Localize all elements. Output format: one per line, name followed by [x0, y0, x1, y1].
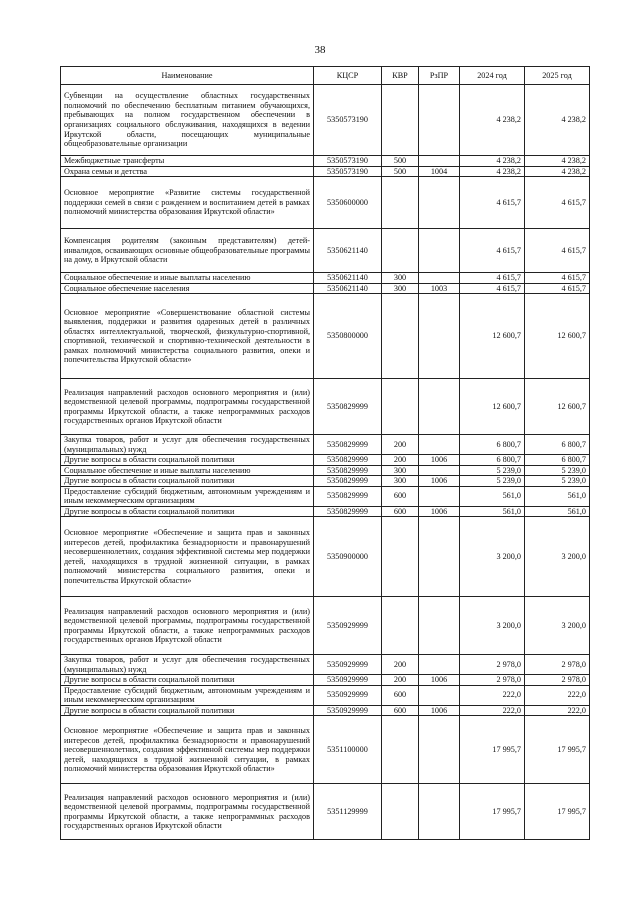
- row-name: Основное мероприятие «Совершенствование областной системы выявления, поддержки и развития одаренных детей в различных областях интеллектуальной, творческой, физкультурно-спортивной, спортивной, технической и спортивно-технической деятельности в рамках полномочий министерства социального развития, опеки и попечительства Иркутской области»: [61, 294, 314, 379]
- row-name: Субвенции на осуществление областных государственных полномочий по обеспечению бесплатным питанием обучающихся, пребывающих на полном государственном обеспечении в организациях социального обслуживания, находящихся в ведении Иркутской области, посещающих муниципальные общеобразовательные организации: [61, 85, 314, 156]
- row-name: Социальное обеспечение населения: [61, 283, 314, 294]
- table-row: [61, 685, 590, 705]
- row-name: Предоставление субсидий бюджетным, автономным учреждениям и иным некоммерческим организациям: [61, 685, 314, 705]
- row-kvr: 300: [382, 283, 419, 294]
- header-kcsr: КЦСР: [314, 67, 382, 85]
- row-2025: 4 615,7: [525, 177, 590, 229]
- table-row: [61, 517, 590, 597]
- row-kvr: 200: [382, 435, 419, 455]
- row-rzpr: 1006: [419, 455, 460, 466]
- row-name: Другие вопросы в области социальной политики: [61, 675, 314, 686]
- row-2025: 5 239,0: [525, 465, 590, 476]
- row-kcsr: 5350829999: [314, 486, 382, 506]
- row-2025: 222,0: [525, 685, 590, 705]
- table-row: [61, 283, 590, 294]
- table-row: [61, 675, 590, 686]
- header-name: Наименование: [61, 67, 314, 85]
- row-rzpr: [419, 465, 460, 476]
- row-name: Другие вопросы в области социальной политики: [61, 506, 314, 517]
- row-rzpr: [419, 716, 460, 784]
- row-2024: 6 800,7: [460, 455, 525, 466]
- row-rzpr: [419, 273, 460, 284]
- row-name: Основное мероприятие «Обеспечение и защита прав и законных интересов детей, профилактика безнадзорности и правонарушений несовершеннолетних, создания эффективной системы мер поддержки детей, находящихся в трудной жизненной ситуации, в рамках полномочий министерства социального развития, опеки и попечительства Иркутской области»: [61, 517, 314, 597]
- table-row: [61, 166, 590, 177]
- row-name: Основное мероприятие «Развитие системы государственной поддержки семей в связи с рождением и воспитанием детей в рамках полномочий министерства образования Иркутской области»: [61, 177, 314, 229]
- row-2025: 561,0: [525, 486, 590, 506]
- row-kvr: 600: [382, 705, 419, 716]
- row-rzpr: [419, 229, 460, 273]
- row-rzpr: [419, 655, 460, 675]
- row-2024: 4 615,7: [460, 283, 525, 294]
- table-row: [61, 273, 590, 284]
- row-kcsr: 5350829999: [314, 435, 382, 455]
- row-2024: 4 615,7: [460, 229, 525, 273]
- table-row: [61, 294, 590, 379]
- row-2025: 12 600,7: [525, 379, 590, 435]
- row-name: Реализация направлений расходов основного мероприятия и (или) ведомственной целевой программы, подпрограммы государственной программы Иркутской области, а также непрограммных расходов государственных органов Иркутской области: [61, 597, 314, 655]
- table-row: [61, 156, 590, 167]
- row-2024: 17 995,7: [460, 716, 525, 784]
- row-kvr: 600: [382, 486, 419, 506]
- header-2024: 2024 год: [460, 67, 525, 85]
- row-kvr: 600: [382, 685, 419, 705]
- row-rzpr: [419, 597, 460, 655]
- row-kcsr: 5350621140: [314, 283, 382, 294]
- row-kvr: 200: [382, 655, 419, 675]
- row-2024: 2 978,0: [460, 675, 525, 686]
- row-kcsr: 5350929999: [314, 675, 382, 686]
- row-kcsr: 5350829999: [314, 506, 382, 517]
- row-kvr: [382, 379, 419, 435]
- row-name: Основное мероприятие «Обеспечение и защита прав и законных интересов детей, профилактика безнадзорности и правонарушений несовершеннолетних, создания эффективной системы мер поддержки детей, находящихся в трудной жизненной ситуации, в рамках полномочий министерства образования Иркутской области»: [61, 716, 314, 784]
- row-name: Межбюджетные трансферты: [61, 156, 314, 167]
- budget-table: [60, 66, 590, 840]
- row-2025: 561,0: [525, 506, 590, 517]
- row-kvr: 200: [382, 675, 419, 686]
- row-kvr: [382, 85, 419, 156]
- row-2025: 2 978,0: [525, 655, 590, 675]
- row-kcsr: 5350829999: [314, 465, 382, 476]
- table-row: [61, 455, 590, 466]
- row-kcsr: 5350573190: [314, 166, 382, 177]
- row-kvr: [382, 784, 419, 840]
- header-2025: 2025 год: [525, 67, 590, 85]
- row-2025: 3 200,0: [525, 517, 590, 597]
- row-kvr: [382, 716, 419, 784]
- row-2024: 3 200,0: [460, 597, 525, 655]
- row-rzpr: [419, 156, 460, 167]
- row-2025: 12 600,7: [525, 294, 590, 379]
- row-2024: 4 615,7: [460, 273, 525, 284]
- row-2024: 4 238,2: [460, 166, 525, 177]
- row-2024: 4 238,2: [460, 156, 525, 167]
- row-rzpr: [419, 85, 460, 156]
- table-row: [61, 476, 590, 487]
- row-kcsr: 5350829999: [314, 476, 382, 487]
- row-rzpr: [419, 486, 460, 506]
- row-rzpr: 1006: [419, 506, 460, 517]
- row-kcsr: 5350621140: [314, 229, 382, 273]
- row-name: Другие вопросы в области социальной политики: [61, 476, 314, 487]
- row-name: Компенсация родителям (законным представителям) детей-инвалидов, осваивающих основные общеобразовательные программы на дому, в Иркутской области: [61, 229, 314, 273]
- row-2024: 561,0: [460, 506, 525, 517]
- table-row: [61, 465, 590, 476]
- table-row: [61, 597, 590, 655]
- row-2024: 4 238,2: [460, 85, 525, 156]
- row-kvr: 200: [382, 455, 419, 466]
- row-2025: 3 200,0: [525, 597, 590, 655]
- row-2024: 12 600,7: [460, 379, 525, 435]
- table-row: [61, 379, 590, 435]
- row-name: Закупка товаров, работ и услуг для обеспечения государственных (муниципальных) нужд: [61, 435, 314, 455]
- row-kvr: 500: [382, 166, 419, 177]
- row-kvr: [382, 294, 419, 379]
- row-2024: 4 615,7: [460, 177, 525, 229]
- table-row: [61, 716, 590, 784]
- row-kvr: 300: [382, 273, 419, 284]
- row-kcsr: 5350929999: [314, 705, 382, 716]
- row-kcsr: 5351129999: [314, 784, 382, 840]
- table-body: [61, 85, 590, 840]
- row-2025: 17 995,7: [525, 784, 590, 840]
- row-kcsr: 5350929999: [314, 655, 382, 675]
- row-2025: 4 615,7: [525, 229, 590, 273]
- row-2024: 2 978,0: [460, 655, 525, 675]
- table-header-row: [61, 67, 590, 85]
- row-kcsr: 5350621140: [314, 273, 382, 284]
- row-name: Другие вопросы в области социальной политики: [61, 455, 314, 466]
- row-rzpr: [419, 379, 460, 435]
- row-name: Социальное обеспечение и иные выплаты населению: [61, 273, 314, 284]
- header-kvr: КВР: [382, 67, 419, 85]
- row-name: Закупка товаров, работ и услуг для обеспечения государственных (муниципальных) нужд: [61, 655, 314, 675]
- row-rzpr: 1006: [419, 675, 460, 686]
- row-2025: 4 238,2: [525, 156, 590, 167]
- row-2025: 6 800,7: [525, 455, 590, 466]
- row-kvr: [382, 177, 419, 229]
- row-name: Социальное обеспечение и иные выплаты населению: [61, 465, 314, 476]
- row-2025: 17 995,7: [525, 716, 590, 784]
- row-2025: 6 800,7: [525, 435, 590, 455]
- row-2025: 222,0: [525, 705, 590, 716]
- row-rzpr: [419, 685, 460, 705]
- row-name: Охрана семьи и детства: [61, 166, 314, 177]
- row-2024: 5 239,0: [460, 465, 525, 476]
- row-rzpr: [419, 784, 460, 840]
- table-row: [61, 177, 590, 229]
- table-row: [61, 655, 590, 675]
- row-kvr: 300: [382, 476, 419, 487]
- row-name: Реализация направлений расходов основного мероприятия и (или) ведомственной целевой программы, подпрограммы государственной программы Иркутской области, а также непрограммных расходов государственных органов Иркутской области: [61, 379, 314, 435]
- row-rzpr: [419, 177, 460, 229]
- row-2025: 4 615,7: [525, 273, 590, 284]
- row-kcsr: 5350600000: [314, 177, 382, 229]
- row-rzpr: 1003: [419, 283, 460, 294]
- table-row: [61, 435, 590, 455]
- row-2024: 5 239,0: [460, 476, 525, 487]
- table-row: [61, 85, 590, 156]
- row-2025: 4 615,7: [525, 283, 590, 294]
- row-rzpr: 1004: [419, 166, 460, 177]
- row-2024: 561,0: [460, 486, 525, 506]
- table-row: [61, 486, 590, 506]
- row-kcsr: 5350829999: [314, 379, 382, 435]
- row-kcsr: 5350829999: [314, 455, 382, 466]
- table-row: [61, 229, 590, 273]
- row-kvr: [382, 517, 419, 597]
- row-kvr: [382, 229, 419, 273]
- row-kvr: 300: [382, 465, 419, 476]
- table-row: [61, 506, 590, 517]
- row-kvr: 600: [382, 506, 419, 517]
- page-number: 38: [314, 44, 326, 56]
- row-rzpr: 1006: [419, 705, 460, 716]
- row-kcsr: 5350800000: [314, 294, 382, 379]
- row-name: Реализация направлений расходов основного мероприятия и (или) ведомственной целевой программы, подпрограммы государственной программы Иркутской области, а также непрограммных расходов государственных органов Иркутской области: [61, 784, 314, 840]
- table-row: [61, 784, 590, 840]
- row-name: Другие вопросы в области социальной политики: [61, 705, 314, 716]
- row-rzpr: 1006: [419, 476, 460, 487]
- row-2025: 4 238,2: [525, 85, 590, 156]
- row-rzpr: [419, 517, 460, 597]
- row-name: Предоставление субсидий бюджетным, автономным учреждениям и иным некоммерческим организациям: [61, 486, 314, 506]
- row-rzpr: [419, 435, 460, 455]
- row-2024: 3 200,0: [460, 517, 525, 597]
- header-rzpr: РзПР: [419, 67, 460, 85]
- row-kvr: [382, 597, 419, 655]
- row-2025: 2 978,0: [525, 675, 590, 686]
- row-kcsr: 5350929999: [314, 685, 382, 705]
- row-kcsr: 5350573190: [314, 85, 382, 156]
- row-kcsr: 5350929999: [314, 597, 382, 655]
- row-2024: 6 800,7: [460, 435, 525, 455]
- row-rzpr: [419, 294, 460, 379]
- row-kcsr: 5350573190: [314, 156, 382, 167]
- row-2024: 12 600,7: [460, 294, 525, 379]
- row-2024: 17 995,7: [460, 784, 525, 840]
- row-2024: 222,0: [460, 685, 525, 705]
- row-2025: 5 239,0: [525, 476, 590, 487]
- row-kvr: 500: [382, 156, 419, 167]
- row-kcsr: 5350900000: [314, 517, 382, 597]
- table-row: [61, 705, 590, 716]
- row-kcsr: 5351100000: [314, 716, 382, 784]
- row-2025: 4 238,2: [525, 166, 590, 177]
- row-2024: 222,0: [460, 705, 525, 716]
